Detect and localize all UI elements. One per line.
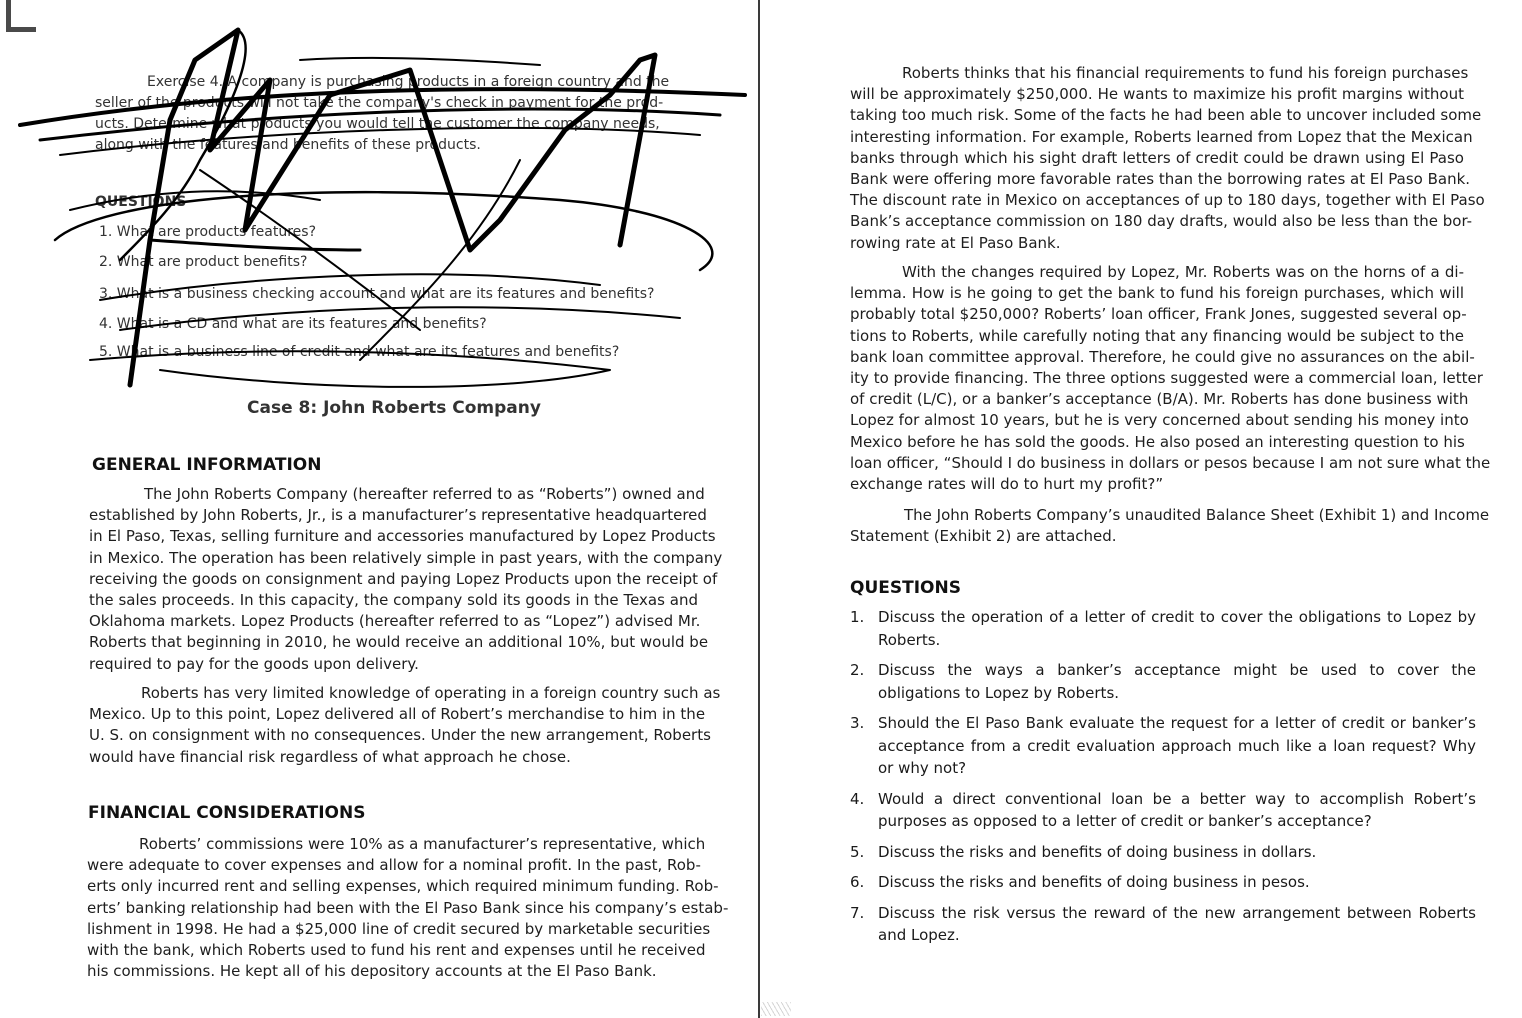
funding-paragraph (850, 63, 1485, 254)
question-number: 7. (850, 903, 865, 922)
text-line: Statement (Exhibit 2) are attached. (850, 527, 1117, 546)
exhibits-paragraph (850, 505, 1490, 547)
question-text: Discuss the operation of a letter of credit to cover the obligations to Lopez by Roberts. (878, 608, 1476, 649)
question-item (850, 606, 1476, 651)
question-number: 1. (850, 608, 865, 626)
text-line: were adequate to cover expenses and allow for a nominal profit. In the past, Rob- (87, 856, 701, 875)
text-line: Roberts’ commissions were 10% as a manufacturer’s representative, which (139, 835, 706, 853)
question-text: Would a direct conventional loan be a better way to accomplish Robert’s purposes as opposed to a letter of credit or banker’s acceptance? (878, 789, 1476, 830)
question-item (850, 659, 1476, 704)
text-line: The John Roberts Company’s unaudited Balance Sheet (Exhibit 1) and Income (904, 506, 1490, 524)
text-line: ity to provide financing. The three options suggested were a commercial loan, letter (850, 369, 1483, 388)
scribble-strikeout (0, 0, 758, 420)
text-line: in Mexico. The operation has been relatively simple in past years, with the company (89, 548, 723, 567)
text-line: interesting information. For example, Roberts learned from Lopez that the Mexican (850, 127, 1473, 146)
text-line: would have financial risk regardless of what approach he chose. (89, 747, 571, 766)
general-info-paragraph-1 (89, 484, 723, 675)
text-line: in El Paso, Texas, selling furniture and accessories manufactured by Lopez Products (89, 527, 716, 546)
question-number: 3. (850, 714, 865, 732)
questions-list (850, 606, 1476, 955)
exercise-question: 2. What are product benefits? (99, 254, 308, 270)
general-information-heading: GENERAL INFORMATION (92, 455, 322, 475)
text-line: lishment in 1998. He had a $25,000 line of credit secured by marketable securities (87, 919, 711, 938)
text-line: loan officer, “Should I do business in dollars or pesos because I am not sure what the (850, 453, 1491, 472)
text-line: The John Roberts Company (hereafter referred to as “Roberts”) owned and (144, 485, 705, 503)
text-line: with the bank, which Roberts used to fund his rent and expenses until he received (87, 941, 706, 960)
question-number: 4. (850, 789, 865, 808)
question-item (850, 841, 1476, 864)
text-line: Mexico before he has sold the goods. He also posed an interesting question to his (850, 432, 1465, 451)
exercise-line: along with the features and benefits of these products. (95, 137, 481, 153)
text-line: receiving the goods on consignment and paying Lopez Products upon the receipt of (89, 569, 718, 588)
text-line: taking too much risk. Some of the facts he had been able to uncover included some (850, 106, 1482, 125)
text-line: of credit (L/C), or a banker’s acceptance (B/A). Mr. Roberts has done business with (850, 390, 1469, 409)
exercise-line: Exercise 4. A company is purchasing products in a foreign country and the (147, 74, 670, 90)
right-page (761, 0, 1522, 1018)
text-line: Roberts that beginning in 2010, he would receive an additional 10%, but would be (89, 633, 709, 652)
general-info-paragraph-2 (89, 683, 721, 768)
text-line: The discount rate in Mexico on acceptances of up to 180 days, together with El Paso (850, 191, 1485, 210)
text-line: probably total $250,000? Roberts’ loan officer, Frank Jones, suggested several op- (850, 305, 1467, 324)
exercise-question: 1. What are products features? (99, 224, 316, 240)
text-line: Roberts has very limited knowledge of operating in a foreign country such as (141, 684, 721, 702)
text-line: lemma. How is he going to get the bank to fund his foreign purchases, which will (850, 284, 1464, 303)
case-title: Case 8: John Roberts Company (247, 398, 541, 418)
exercise-line: seller of the products will not take the company's check in payment for the prod- (95, 95, 664, 111)
text-line: exchange rates will do to hurt my profit?” (850, 475, 1164, 494)
text-line: Lopez for almost 10 years, but he is very concerned about sending his money into (850, 411, 1469, 430)
question-item (850, 902, 1476, 947)
text-line: U. S. on consignment with no consequences. Under the new arrangement, Roberts (89, 726, 711, 745)
text-line: Roberts thinks that his financial requirements to fund his foreign purchases (902, 64, 1469, 82)
page-gutter (758, 0, 760, 1018)
question-number: 5. (850, 842, 865, 861)
question-number: 6. (850, 873, 865, 891)
text-line: rowing rate at El Paso Bank. (850, 233, 1061, 252)
text-line: tions to Roberts, while carefully noting that any financing would be subject to the (850, 326, 1464, 345)
text-line: Bank’s acceptance commission on 180 day drafts, would also be less than the bor- (850, 212, 1473, 231)
text-line: With the changes required by Lopez, Mr. Roberts was on the horns of a di- (902, 263, 1464, 281)
text-line: Mexico. Up to this point, Lopez delivered all of Robert’s merchandise to him in the (89, 705, 706, 724)
exercise-line: ucts. Determine what products you would tell the customer the company needs, (95, 116, 660, 132)
exercise-questions-heading: QUESTIONS (95, 194, 187, 210)
financial-considerations-heading: FINANCIAL CONSIDERATIONS (88, 803, 366, 823)
text-line: erts only incurred rent and selling expenses, which required minimum funding. Rob- (87, 877, 719, 896)
left-page (0, 0, 758, 1018)
scan-artifact (761, 1002, 791, 1016)
text-line: banks through which his sight draft letters of credit could be drawn using El Paso (850, 148, 1464, 167)
text-line: erts’ banking relationship had been with the El Paso Bank since his company’s estab- (87, 898, 729, 917)
question-text: Discuss the risk versus the reward of the new arrangement between Roberts and Lopez. (878, 903, 1476, 944)
question-item (850, 712, 1476, 780)
text-line: Bank were offering more favorable rates than the borrowing rates at El Paso Bank. (850, 170, 1471, 189)
text-line: Oklahoma markets. Lopez Products (hereafter referred to as “Lopez”) advised Mr. (89, 612, 701, 631)
text-line: bank loan committee approval. Therefore, he could give no assurances on the abil- (850, 347, 1475, 366)
question-item (850, 871, 1476, 894)
exercise-question: 3. What is a business checking account and what are its features and benefits? (99, 286, 655, 302)
questions-heading: QUESTIONS (850, 578, 961, 598)
text-line: established by John Roberts, Jr., is a manufacturer’s representative headquartered (89, 506, 707, 525)
exercise-question: 4. What is a CD and what are its features and benefits? (99, 316, 487, 332)
question-text: Should the El Paso Bank evaluate the request for a letter of credit or banker’s acceptance from a credit evaluation approach much like a loan request? Why or why not? (878, 714, 1476, 777)
exercise-question: 5. What is a business line of credit and what are its features and benefits? (99, 344, 620, 360)
question-text: Discuss the risks and benefits of doing business in dollars. (878, 842, 1317, 861)
text-line: required to pay for the goods upon delivery. (89, 654, 419, 673)
question-number: 2. (850, 661, 865, 679)
question-text: Discuss the risks and benefits of doing business in pesos. (878, 873, 1310, 891)
dilemma-paragraph (850, 262, 1491, 495)
question-text: Discuss the ways a banker’s acceptance might be used to cover the obligations to Lopez by Roberts. (878, 661, 1476, 702)
financial-paragraph (87, 834, 729, 982)
text-line: the sales proceeds. In this capacity, the company sold its goods in the Texas and (89, 591, 698, 610)
question-item (850, 788, 1476, 833)
text-line: will be approximately $250,000. He wants to maximize his profit margins without (850, 85, 1464, 104)
text-line: his commissions. He kept all of his depository accounts at the El Paso Bank. (87, 962, 657, 981)
